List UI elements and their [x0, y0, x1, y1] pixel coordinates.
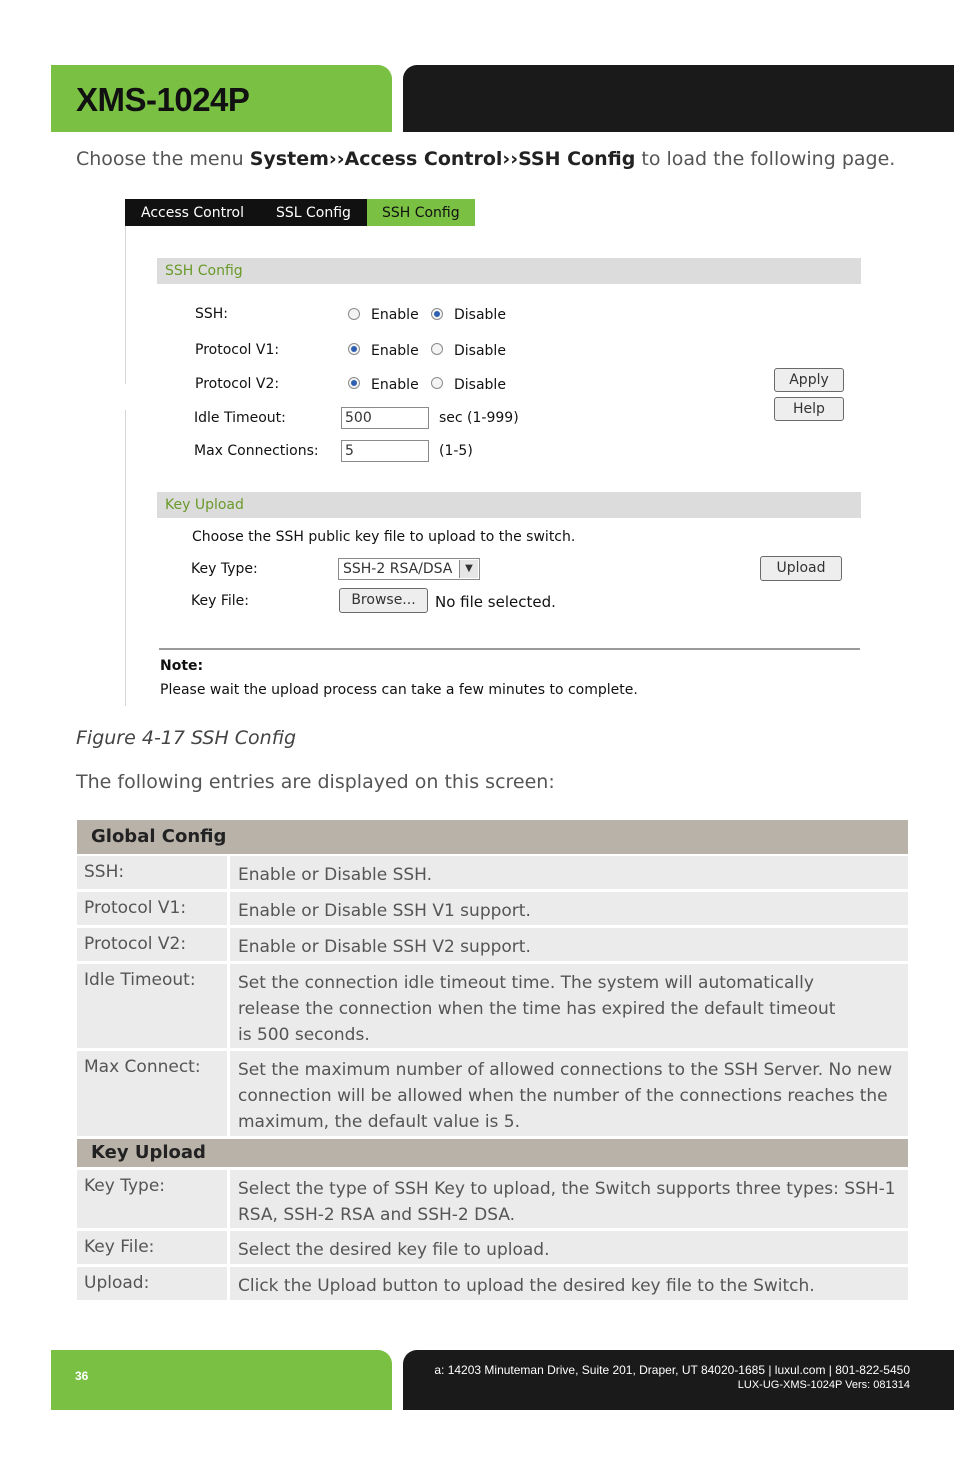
key-type-value: SSH-2 RSA/DSA	[343, 561, 453, 577]
key-instruction: Choose the SSH public key file to upload to the switch.	[192, 529, 576, 545]
ssh-disable-radio[interactable]	[431, 308, 443, 320]
table-row-value: Set the maximum number of allowed connections to the SSH Server. No new connection will be allowed when the number of the connections reaches the maximum, the default value is 5.	[230, 1051, 908, 1136]
footer-doc-id: LUX-UG-XMS-1024P Vers: 081314	[737, 1379, 910, 1391]
ssh-disable-label: Disable	[454, 307, 506, 323]
max-connections-label: Max Connections:	[194, 443, 319, 459]
tab-ssh-config[interactable]: SSH Config	[367, 199, 475, 226]
menu-path: System››Access Control››SSH Config	[249, 148, 636, 170]
screenshot-left-border	[125, 226, 126, 384]
table-row-key: Protocol V1:	[77, 892, 227, 925]
screenshot-left-border-lower	[125, 410, 126, 706]
table-row-key: Protocol V2:	[77, 928, 227, 961]
table-row-key: Upload:	[77, 1267, 227, 1300]
key-upload-section-header	[157, 492, 861, 518]
table-row-value: Enable or Disable SSH V2 support.	[230, 928, 908, 961]
protocol-v1-disable-label: Disable	[454, 343, 506, 359]
upload-button[interactable]: Upload	[760, 556, 842, 581]
table-row-value: Enable or Disable SSH.	[230, 856, 908, 889]
table-row-key: Max Connect:	[77, 1051, 227, 1136]
tab-bar	[125, 199, 475, 226]
apply-button[interactable]: Apply	[774, 368, 844, 392]
entries-intro: The following entries are displayed on this screen:	[76, 771, 555, 793]
note-text: Please wait the upload process can take a few minutes to complete.	[160, 682, 638, 698]
note-title: Note:	[160, 658, 204, 674]
protocol-v1-label: Protocol V1:	[195, 342, 280, 358]
table-row-value: Click the Upload button to upload the desired key file to the Switch.	[230, 1267, 908, 1300]
table-row-value: Enable or Disable SSH V1 support.	[230, 892, 908, 925]
table-row-value: Select the desired key file to upload.	[230, 1231, 908, 1264]
figure-caption: Figure 4-17 SSH Config	[76, 727, 297, 749]
intro-suffix: to load the following page.	[635, 148, 896, 170]
protocol-v2-label: Protocol V2:	[195, 376, 280, 392]
ssh-label: SSH:	[195, 306, 229, 322]
protocol-v1-enable-label: Enable	[371, 343, 419, 359]
protocol-v1-enable-radio[interactable]	[348, 343, 360, 355]
tab-ssl-config[interactable]: SSL Config	[275, 205, 351, 221]
protocol-v1-disable-radio[interactable]	[431, 343, 443, 355]
page-number: 36	[75, 1369, 89, 1383]
idle-timeout-input[interactable]: 500	[341, 407, 429, 429]
idle-timeout-label: Idle Timeout:	[194, 410, 286, 426]
footer-bar	[403, 1350, 954, 1410]
browse-button[interactable]: Browse...	[339, 588, 428, 613]
ssh-enable-label: Enable	[371, 307, 419, 323]
ssh-config-section-title: SSH Config	[165, 263, 243, 279]
protocol-v2-disable-label: Disable	[454, 377, 506, 393]
note-divider	[159, 648, 860, 650]
global-config-header: Global Config	[77, 820, 908, 854]
idle-timeout-unit: sec (1-999)	[439, 410, 519, 426]
table-row-key: SSH:	[77, 856, 227, 889]
help-button[interactable]: Help	[774, 397, 844, 421]
key-upload-header: Key Upload	[77, 1139, 908, 1167]
chevron-down-icon[interactable]: ▼	[459, 560, 478, 578]
key-upload-section-title: Key Upload	[165, 497, 244, 513]
max-connections-range: (1-5)	[439, 443, 473, 459]
page-title: XMS-1024P	[76, 81, 250, 118]
tab-access-control[interactable]: Access Control	[141, 205, 244, 221]
protocol-v2-enable-label: Enable	[371, 377, 419, 393]
key-type-select[interactable]	[338, 558, 480, 580]
key-file-label: Key File:	[191, 593, 249, 609]
max-connections-input[interactable]: 5	[341, 440, 429, 462]
ssh-config-section-header	[157, 258, 861, 284]
key-file-status: No file selected.	[435, 593, 556, 611]
footer-banner	[51, 1350, 392, 1410]
intro-prefix: Choose the menu	[76, 148, 250, 170]
table-row-value: Select the type of SSH Key to upload, the Switch supports three types: SSH-1 RSA, SSH-2 RSA and SSH-2 DSA.	[230, 1170, 908, 1228]
header-bar	[403, 65, 954, 132]
protocol-v2-disable-radio[interactable]	[431, 377, 443, 389]
table-row-key: Key Type:	[77, 1170, 227, 1228]
header-banner	[51, 65, 392, 132]
intro-text	[76, 148, 895, 170]
protocol-v2-enable-radio[interactable]	[348, 377, 360, 389]
footer-address: a: 14203 Minuteman Drive, Suite 201, Draper, UT 84020-1685 | luxul.com | 801-822-5450	[434, 1363, 910, 1377]
table-row-value: Set the connection idle timeout time. The system will automatically release the connection when the time has expired the default timeout is 500 seconds.	[230, 964, 908, 1048]
table-row-key: Idle Timeout:	[77, 964, 227, 1048]
table-row-key: Key File:	[77, 1231, 227, 1264]
key-type-label: Key Type:	[191, 561, 258, 577]
ssh-enable-radio[interactable]	[348, 308, 360, 320]
